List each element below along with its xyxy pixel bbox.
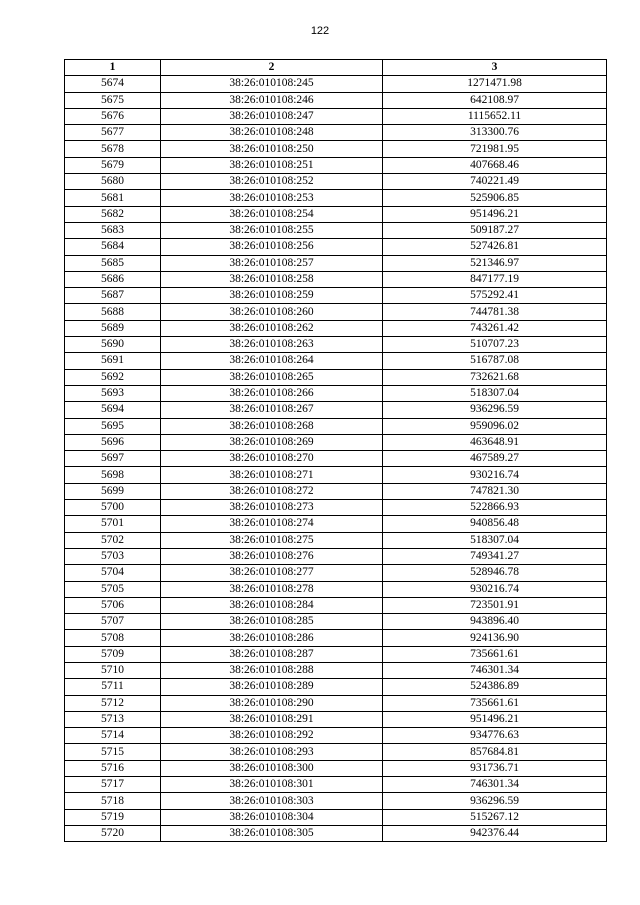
table-row	[65, 614, 607, 630]
cadastral-number-cell: 38:26:010108:263	[161, 337, 383, 353]
table-row	[65, 744, 607, 760]
value-cell: 744781.38	[383, 304, 607, 320]
table-row	[65, 451, 607, 467]
table-row	[65, 239, 607, 255]
row-number-cell: 5707	[65, 614, 161, 630]
row-number-cell: 5684	[65, 239, 161, 255]
value-cell: 407668.46	[383, 157, 607, 173]
table-row	[65, 662, 607, 678]
value-cell: 735661.61	[383, 646, 607, 662]
cadastral-number-cell: 38:26:010108:286	[161, 630, 383, 646]
row-number-cell: 5720	[65, 825, 161, 841]
cadastral-number-cell: 38:26:010108:269	[161, 434, 383, 450]
row-number-cell: 5675	[65, 92, 161, 108]
cadastral-number-cell: 38:26:010108:284	[161, 597, 383, 613]
row-number-cell: 5712	[65, 695, 161, 711]
value-cell: 732621.68	[383, 369, 607, 385]
cadastral-number-cell: 38:26:010108:305	[161, 825, 383, 841]
value-cell: 1115652.11	[383, 108, 607, 124]
table-row	[65, 581, 607, 597]
value-cell: 746301.34	[383, 777, 607, 793]
table-row	[65, 777, 607, 793]
value-cell: 930216.74	[383, 467, 607, 483]
value-cell: 940856.48	[383, 516, 607, 532]
table-row	[65, 190, 607, 206]
table-row	[65, 793, 607, 809]
value-cell: 1271471.98	[383, 76, 607, 92]
value-cell: 749341.27	[383, 548, 607, 564]
cadastral-number-cell: 38:26:010108:278	[161, 581, 383, 597]
cadastral-number-cell: 38:26:010108:257	[161, 255, 383, 271]
row-number-cell: 5705	[65, 581, 161, 597]
table-row	[65, 271, 607, 287]
table-row	[65, 141, 607, 157]
value-cell: 642108.97	[383, 92, 607, 108]
cadastral-number-cell: 38:26:010108:256	[161, 239, 383, 255]
cadastral-number-cell: 38:26:010108:247	[161, 108, 383, 124]
row-number-cell: 5710	[65, 662, 161, 678]
table-row	[65, 288, 607, 304]
row-number-cell: 5719	[65, 809, 161, 825]
column-header-2: 2	[161, 60, 383, 76]
row-number-cell: 5690	[65, 337, 161, 353]
cadastral-number-cell: 38:26:010108:246	[161, 92, 383, 108]
value-cell: 518307.04	[383, 385, 607, 401]
value-cell: 575292.41	[383, 288, 607, 304]
row-number-cell: 5697	[65, 451, 161, 467]
cadastral-number-cell: 38:26:010108:271	[161, 467, 383, 483]
cadastral-number-cell: 38:26:010108:275	[161, 532, 383, 548]
table-row	[65, 206, 607, 222]
table-row	[65, 255, 607, 271]
table-row	[65, 92, 607, 108]
row-number-cell: 5688	[65, 304, 161, 320]
table-row	[65, 174, 607, 190]
cadastral-number-cell: 38:26:010108:266	[161, 385, 383, 401]
table-row	[65, 597, 607, 613]
cadastral-number-cell: 38:26:010108:262	[161, 320, 383, 336]
row-number-cell: 5687	[65, 288, 161, 304]
table-row	[65, 760, 607, 776]
table-row	[65, 434, 607, 450]
value-cell: 951496.21	[383, 206, 607, 222]
table-row	[65, 402, 607, 418]
page-number: 122	[310, 25, 330, 37]
table-row	[65, 157, 607, 173]
column-header-3: 3	[383, 60, 607, 76]
table-row	[65, 728, 607, 744]
row-number-cell: 5681	[65, 190, 161, 206]
value-cell: 942376.44	[383, 825, 607, 841]
row-number-cell: 5713	[65, 711, 161, 727]
table-row	[65, 76, 607, 92]
row-number-cell: 5685	[65, 255, 161, 271]
cadastral-number-cell: 38:26:010108:285	[161, 614, 383, 630]
table-row	[65, 679, 607, 695]
row-number-cell: 5691	[65, 353, 161, 369]
row-number-cell: 5682	[65, 206, 161, 222]
table-row	[65, 565, 607, 581]
table-row	[65, 646, 607, 662]
row-number-cell: 5674	[65, 76, 161, 92]
row-number-cell: 5703	[65, 548, 161, 564]
row-number-cell: 5694	[65, 402, 161, 418]
table-row	[65, 320, 607, 336]
row-number-cell: 5704	[65, 565, 161, 581]
table-body	[65, 76, 607, 842]
value-cell: 527426.81	[383, 239, 607, 255]
row-number-cell: 5676	[65, 108, 161, 124]
value-cell: 857684.81	[383, 744, 607, 760]
table-row	[65, 304, 607, 320]
cadastral-number-cell: 38:26:010108:300	[161, 760, 383, 776]
value-cell: 735661.61	[383, 695, 607, 711]
column-header-1: 1	[65, 60, 161, 76]
table-row	[65, 695, 607, 711]
row-number-cell: 5698	[65, 467, 161, 483]
value-cell: 528946.78	[383, 565, 607, 581]
registry-table	[64, 59, 607, 842]
cadastral-number-cell: 38:26:010108:253	[161, 190, 383, 206]
table-row	[65, 630, 607, 646]
cadastral-number-cell: 38:26:010108:273	[161, 500, 383, 516]
row-number-cell: 5680	[65, 174, 161, 190]
value-cell: 934776.63	[383, 728, 607, 744]
row-number-cell: 5715	[65, 744, 161, 760]
row-number-cell: 5677	[65, 125, 161, 141]
value-cell: 521346.97	[383, 255, 607, 271]
table-row	[65, 516, 607, 532]
cadastral-number-cell: 38:26:010108:265	[161, 369, 383, 385]
table-row	[65, 809, 607, 825]
table-row	[65, 418, 607, 434]
cadastral-number-cell: 38:26:010108:303	[161, 793, 383, 809]
table-row	[65, 108, 607, 124]
cadastral-number-cell: 38:26:010108:289	[161, 679, 383, 695]
row-number-cell: 5706	[65, 597, 161, 613]
row-number-cell: 5699	[65, 483, 161, 499]
cadastral-number-cell: 38:26:010108:248	[161, 125, 383, 141]
value-cell: 943896.40	[383, 614, 607, 630]
cadastral-number-cell: 38:26:010108:270	[161, 451, 383, 467]
cadastral-number-cell: 38:26:010108:304	[161, 809, 383, 825]
table-row	[65, 711, 607, 727]
table-row	[65, 483, 607, 499]
cadastral-number-cell: 38:26:010108:252	[161, 174, 383, 190]
row-number-cell: 5709	[65, 646, 161, 662]
cadastral-number-cell: 38:26:010108:267	[161, 402, 383, 418]
value-cell: 522866.93	[383, 500, 607, 516]
cadastral-number-cell: 38:26:010108:272	[161, 483, 383, 499]
value-cell: 467589.27	[383, 451, 607, 467]
value-cell: 518307.04	[383, 532, 607, 548]
cadastral-number-cell: 38:26:010108:268	[161, 418, 383, 434]
value-cell: 924136.90	[383, 630, 607, 646]
cadastral-number-cell: 38:26:010108:276	[161, 548, 383, 564]
table-row	[65, 500, 607, 516]
cadastral-number-cell: 38:26:010108:277	[161, 565, 383, 581]
table-row	[65, 125, 607, 141]
cadastral-number-cell: 38:26:010108:301	[161, 777, 383, 793]
row-number-cell: 5686	[65, 271, 161, 287]
value-cell: 931736.71	[383, 760, 607, 776]
row-number-cell: 5701	[65, 516, 161, 532]
table-row	[65, 353, 607, 369]
row-number-cell: 5700	[65, 500, 161, 516]
value-cell: 959096.02	[383, 418, 607, 434]
value-cell: 721981.95	[383, 141, 607, 157]
cadastral-number-cell: 38:26:010108:251	[161, 157, 383, 173]
value-cell: 747821.30	[383, 483, 607, 499]
cadastral-number-cell: 38:26:010108:274	[161, 516, 383, 532]
row-number-cell: 5692	[65, 369, 161, 385]
table-row	[65, 369, 607, 385]
cadastral-number-cell: 38:26:010108:292	[161, 728, 383, 744]
table-row	[65, 467, 607, 483]
cadastral-number-cell: 38:26:010108:259	[161, 288, 383, 304]
cadastral-number-cell: 38:26:010108:293	[161, 744, 383, 760]
cadastral-number-cell: 38:26:010108:264	[161, 353, 383, 369]
cadastral-number-cell: 38:26:010108:287	[161, 646, 383, 662]
value-cell: 723501.91	[383, 597, 607, 613]
value-cell: 516787.08	[383, 353, 607, 369]
row-number-cell: 5695	[65, 418, 161, 434]
value-cell: 930216.74	[383, 581, 607, 597]
cadastral-number-cell: 38:26:010108:250	[161, 141, 383, 157]
value-cell: 524386.89	[383, 679, 607, 695]
value-cell: 510707.23	[383, 337, 607, 353]
row-number-cell: 5718	[65, 793, 161, 809]
cadastral-number-cell: 38:26:010108:260	[161, 304, 383, 320]
cadastral-number-cell: 38:26:010108:254	[161, 206, 383, 222]
value-cell: 951496.21	[383, 711, 607, 727]
value-cell: 936296.59	[383, 402, 607, 418]
value-cell: 313300.76	[383, 125, 607, 141]
value-cell: 463648.91	[383, 434, 607, 450]
row-number-cell: 5702	[65, 532, 161, 548]
row-number-cell: 5714	[65, 728, 161, 744]
value-cell: 515267.12	[383, 809, 607, 825]
row-number-cell: 5717	[65, 777, 161, 793]
row-number-cell: 5679	[65, 157, 161, 173]
cadastral-number-cell: 38:26:010108:245	[161, 76, 383, 92]
cadastral-number-cell: 38:26:010108:255	[161, 222, 383, 238]
table-row	[65, 825, 607, 841]
value-cell: 746301.34	[383, 662, 607, 678]
row-number-cell: 5683	[65, 222, 161, 238]
value-cell: 743261.42	[383, 320, 607, 336]
row-number-cell: 5689	[65, 320, 161, 336]
row-number-cell: 5678	[65, 141, 161, 157]
table-row	[65, 532, 607, 548]
cadastral-number-cell: 38:26:010108:258	[161, 271, 383, 287]
cadastral-number-cell: 38:26:010108:290	[161, 695, 383, 711]
value-cell: 740221.49	[383, 174, 607, 190]
row-number-cell: 5696	[65, 434, 161, 450]
value-cell: 847177.19	[383, 271, 607, 287]
cadastral-number-cell: 38:26:010108:288	[161, 662, 383, 678]
value-cell: 525906.85	[383, 190, 607, 206]
value-cell: 936296.59	[383, 793, 607, 809]
row-number-cell: 5716	[65, 760, 161, 776]
table-row	[65, 222, 607, 238]
cadastral-number-cell: 38:26:010108:291	[161, 711, 383, 727]
table-header-row	[65, 60, 607, 76]
value-cell: 509187.27	[383, 222, 607, 238]
row-number-cell: 5711	[65, 679, 161, 695]
row-number-cell: 5708	[65, 630, 161, 646]
table-row	[65, 548, 607, 564]
table-row	[65, 385, 607, 401]
row-number-cell: 5693	[65, 385, 161, 401]
table-row	[65, 337, 607, 353]
